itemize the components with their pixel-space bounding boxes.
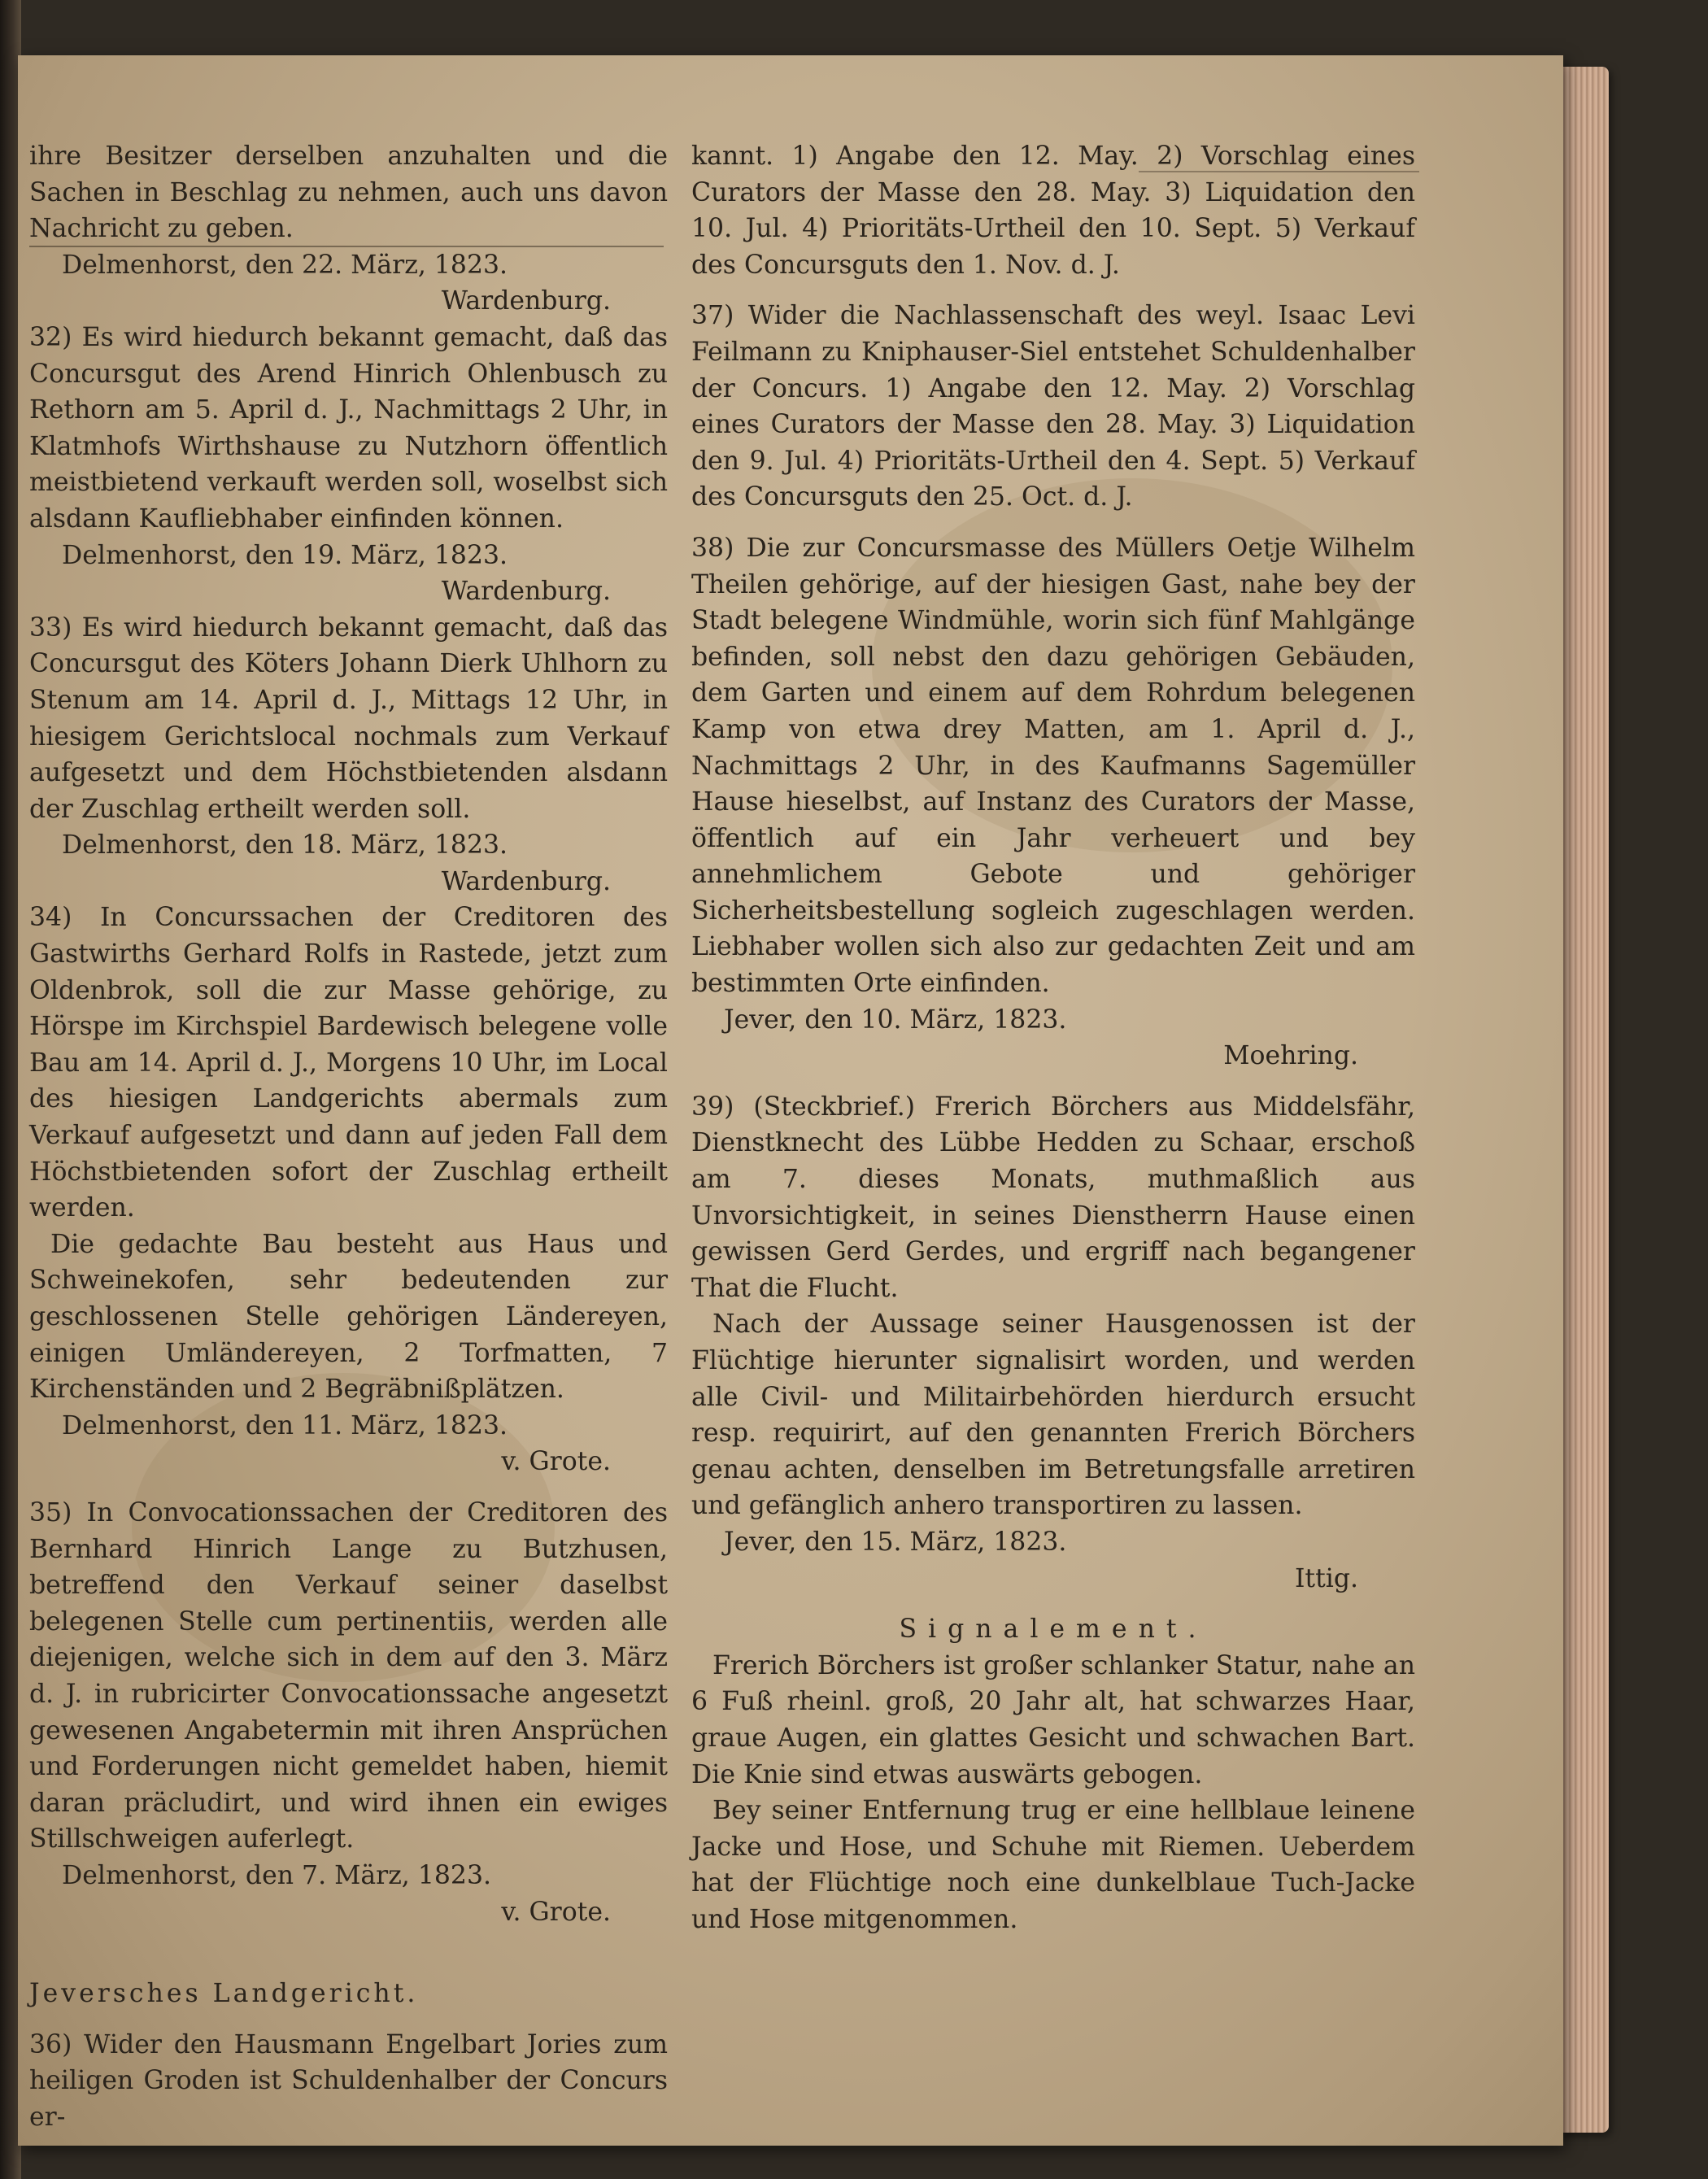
spacer <box>29 1480 668 1495</box>
spacer <box>29 1930 668 1976</box>
signalement-clothing: Bey seiner Entfernung trug er eine hellblaue leinene Jacke und Hose, und Schuhe mit Riemen. Ueberdem hat der Flüchtige noch eine dunkelblaue Tuch-Jacke und Hose mitgenommen. <box>691 1796 1415 1934</box>
signature: v. Grote. <box>501 1447 611 1477</box>
signature: Wardenburg. <box>441 286 611 316</box>
place-date: Delmenhorst, den 19. März, 1823. <box>62 540 508 570</box>
page-stack-edge <box>1560 67 1609 2133</box>
notice-33: 33) Es wird hiedurch bekannt gemacht, daß das Concursgut des Köters Johann Dierk Uhlhorn zu Stenum am 14. April d. J., Mittags 12 Uhr, in hiesigem Gerichtslocal nochmals zum Verkauf aufgesetzt und dem Höchstbietenden alsdann der Zuschlag ertheilt werden soll. <box>29 612 668 824</box>
notice-38: 38) Die zur Concursmasse des Müllers Oetje Wilhelm Theilen gehörige, auf der hiesigen Gast, nahe bey der Stadt belegene Windmühle, worin sich fünf Mahlgänge befinden, soll nebst den dazu gehörigen Gebäuden, dem Garten und einem auf dem Rohrdum belegenen Kamp von etwa drey Matten, am 1. April d. J., Nachmittags 2 Uhr, in des Kaufmanns Sagemüller Hause hieselbst, auf Instanz des Curators der Masse, öffentlich auf ein Jahr verheuert und bey annehmlichem Gebote und gehöriger Sicherheitsbestellung sogleich zugeschlagen werden. Liebhaber wollen sich also zur gedachten Zeit und am bestimmten Orte einfinden. <box>691 533 1415 999</box>
spacer <box>29 2012 668 2027</box>
signalement-heading: Signalement. <box>899 1615 1208 1645</box>
signature: Ittig. <box>1294 1563 1358 1593</box>
place-date: Delmenhorst, den 7. März, 1823. <box>62 1860 491 1890</box>
place-date: Delmenhorst, den 11. März, 1823. <box>62 1410 508 1440</box>
notice-34-details: Die gedachte Bau besteht aus Haus und Schweinekofen, sehr bedeutenden zur geschlossenen Stelle gehörigen Ländereyen, einigen Umländereyen, 2 Torfmatten, 7 Kirchenständen und 2 Begräbnißplätzen. <box>29 1229 668 1405</box>
signature: Wardenburg. <box>441 866 611 896</box>
section-heading: Jeversches Landgericht. <box>29 1979 419 2009</box>
notice-fragment: ihre Besitzer derselben anzuhalten und die Sachen in Beschlag zu nehmen, auch uns davon Nachricht zu geben. <box>29 142 668 244</box>
notice-34: 34) In Concurssachen der Creditoren des Gastwirths Gerhard Rolfs in Rastede, jetzt zum Oldenbrok, soll die zur Masse gehörige, zu Hörspe im Kirchspiel Bardewisch belegene volle Bau am 14. April d. J., Morgens 10 Uhr, im Local des hiesigen Landgerichts abermals zum Verkauf aufgesetzt und dann auf jeden Fall dem Höchstbietenden sofort der Zuschlag ertheilt werden. <box>29 903 668 1223</box>
notice-36-continued: kannt. 1) Angabe den 12. May. 2) Vorschlag eines Curators der Masse den 28. May. 3) Liquidation den 10. Jul. 4) Prioritäts-Urtheil den 10. Sept. 5) Verkauf des Concursguts den 1. Nov. d. J. <box>691 142 1415 280</box>
notice-39: 39) (Steckbrief.) Frerich Börchers aus Middelsfähr, Dienstknecht des Lübbe Hedden zu Schaar, erschoß am 7. dieses Monats, muthmaßlich aus Unvorsichtigkeit, in seines Dienstherrn Hause einen gewissen Gerd Gerdes, und ergriff nach begangener That die Flucht. <box>691 1092 1415 1303</box>
notice-35: 35) In Convocationssachen der Creditoren des Bernhard Hinrich Lange zu Butzhusen, betreffend den Verkauf seiner daselbst belegenen Stelle cum pertinentiis, werden alle diejenigen, welche sich in dem auf den 3. März d. J. in rubricirter Convocationssache angesetzt gewesenen Angabetermin mit ihren Ansprüchen und Forderungen nicht gemeldet haben, hiemit daran präcludirt, und wird ihnen ein ewiges Stillschweigen auferlegt. <box>29 1497 668 1854</box>
spacer <box>691 516 1415 530</box>
signature: Wardenburg. <box>441 577 611 607</box>
place-date: Jever, den 15. März, 1823. <box>724 1527 1067 1557</box>
right-column <box>691 138 1415 1938</box>
notice-39-request: Nach der Aussage seiner Hausgenossen ist der Flüchtige hierunter signalisirt worden, und werden alle Civil- und Militairbehörden hierdurch ersucht resp. requirirt, auf den genannten Frerich Börchers genau achten, denselben im Betretungsfalle arretiren und gefänglich anhero transportiren zu lassen. <box>691 1310 1415 1521</box>
spacer <box>691 1074 1415 1089</box>
notice-36: 36) Wider den Hausmann Engelbart Jories zum heiligen Groden ist Schuldenhalber der Concurs er- <box>29 2029 668 2132</box>
place-date: Delmenhorst, den 22. März, 1823. <box>62 250 508 280</box>
place-date: Jever, den 10. März, 1823. <box>724 1005 1067 1035</box>
signalement-description: Frerich Börchers ist großer schlanker Statur, nahe an 6 Fuß rheinl. groß, 20 Jahr alt, hat schwarzes Haar, graue Augen, ein glattes Gesicht und schwachen Bart. Die Knie sind etwas auswärts gebogen. <box>691 1650 1415 1789</box>
left-column <box>29 138 668 2135</box>
spacer <box>691 1597 1415 1611</box>
spacer <box>691 283 1415 298</box>
notice-37: 37) Wider die Nachlassenschaft des weyl. Isaac Levi Feilmann zu Kniphauser-Siel entstehet Schuldenhalber der Concurs. 1) Angabe den 12. May. 2) Vorschlag eines Curators der Masse den 28. May. 3) Liquidation den 9. Jul. 4) Prioritäts-Urtheil den 4. Sept. 5) Verkauf des Concursguts den 25. Oct. d. J. <box>691 301 1415 512</box>
notice-32: 32) Es wird hiedurch bekannt gemacht, daß das Concursgut des Arend Hinrich Ohlenbusch zu Rethorn am 5. April d. J., Nachmittags 2 Uhr, in Klatmhofs Wirthshause zu Nutzhorn öffentlich meistbietend verkauft werden soll, woselbst sich alsdann Kaufliebhaber einfinden können. <box>29 322 668 534</box>
place-date: Delmenhorst, den 18. März, 1823. <box>62 830 508 861</box>
signature: v. Grote. <box>501 1897 611 1927</box>
signature: Moehring. <box>1223 1041 1358 1071</box>
